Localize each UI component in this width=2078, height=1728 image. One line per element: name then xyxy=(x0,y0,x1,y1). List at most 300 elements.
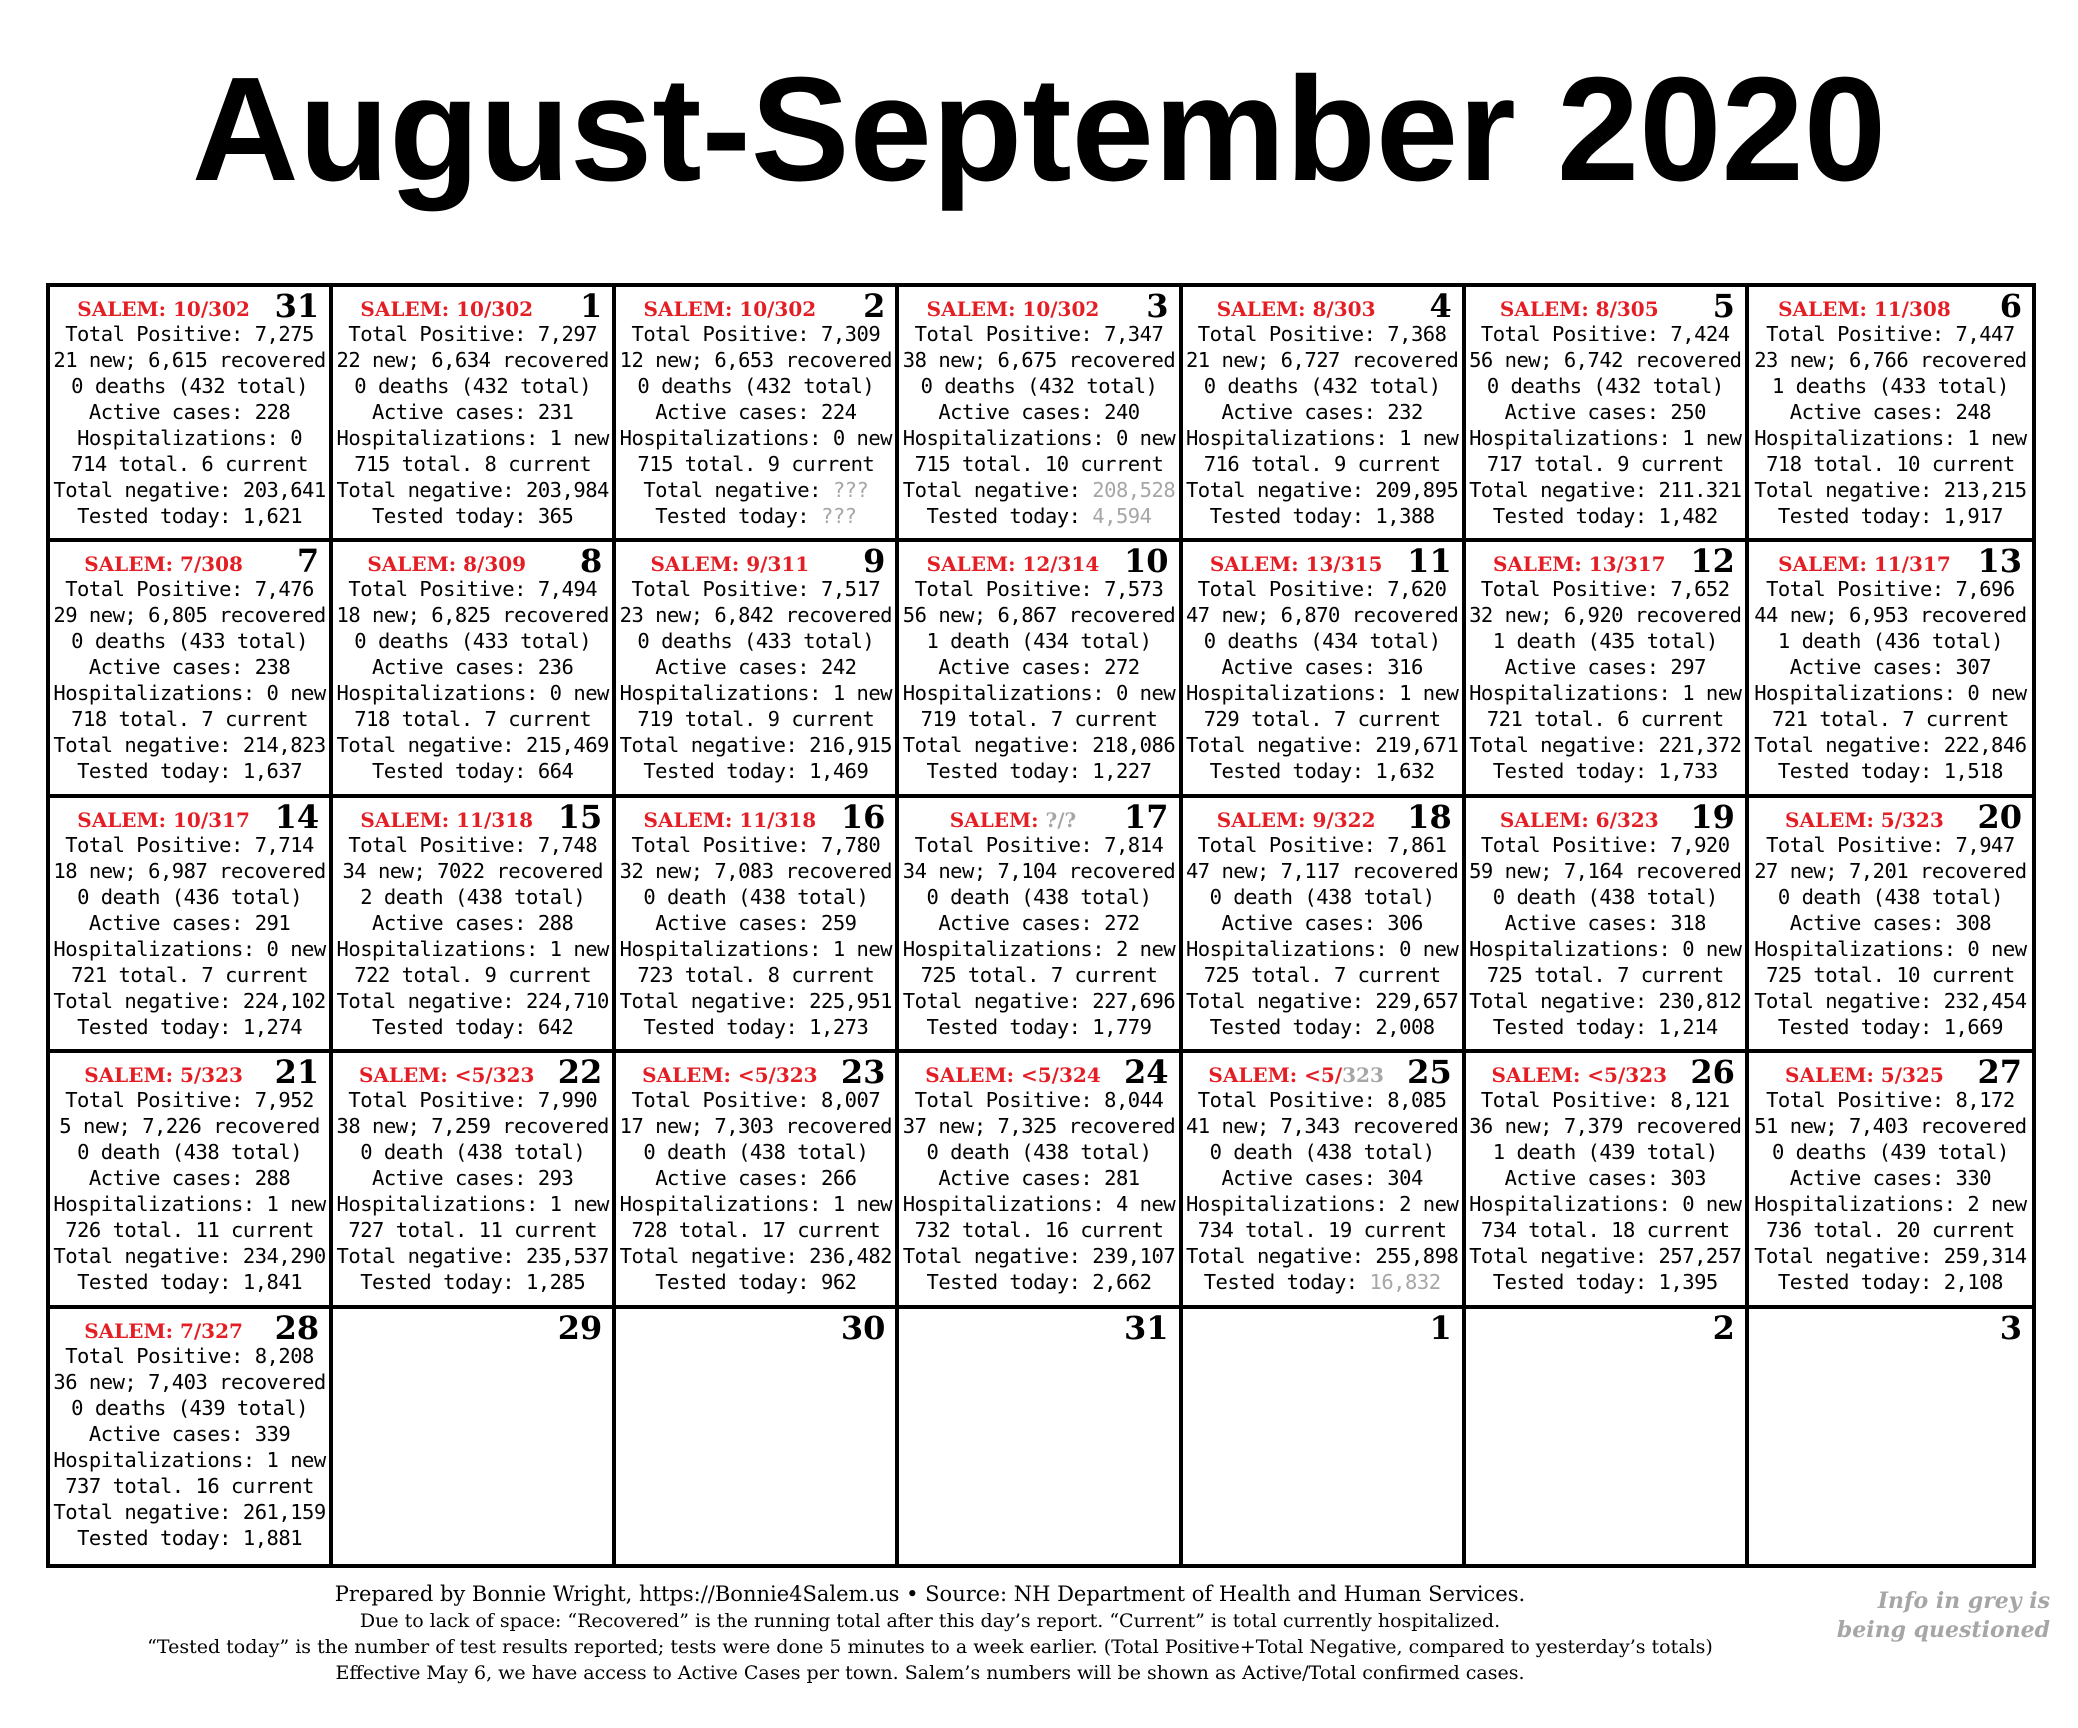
stat-line xyxy=(1183,1113,1462,1139)
stat-line xyxy=(1466,1191,1745,1217)
stat-text: Total negative: 215,469 xyxy=(336,733,609,758)
day-cell xyxy=(1466,798,1749,1053)
stat-text: Hospitalizations: 1 new xyxy=(1754,426,2027,450)
day-header xyxy=(899,798,1178,834)
stat-line xyxy=(1183,477,1462,503)
stat-line xyxy=(899,936,1178,962)
stat-text: Active cases: 242 xyxy=(655,655,857,680)
stat-text: 0 deaths (432 total) xyxy=(1486,374,1724,398)
stat-text: 36 new; 7,403 recovered xyxy=(53,1369,326,1394)
salem-count xyxy=(1183,808,1410,832)
stat-line xyxy=(1183,1087,1462,1113)
day-stats xyxy=(50,576,329,784)
stat-text: Hospitalizations: 4 new xyxy=(902,1192,1176,1217)
stat-text: Total negative: 219,671 xyxy=(1185,733,1459,758)
stat-line xyxy=(1183,758,1462,784)
stat-text: Total Positive: 8,044 xyxy=(914,1088,1164,1113)
stat-line xyxy=(333,1014,612,1040)
stat-text: Tested today: 1,779 xyxy=(926,1014,1152,1039)
stat-line xyxy=(1466,858,1745,884)
stat-text: 29 new; 6,805 recovered xyxy=(53,603,326,628)
stat-line xyxy=(1749,602,2032,628)
stat-text: 734 total. 19 current xyxy=(1197,1218,1447,1243)
stat-text: Tested today: 1,214 xyxy=(1492,1014,1718,1039)
day-number: 28 xyxy=(274,1308,320,1347)
stat-text: Total negative: xyxy=(643,478,833,502)
stat-line xyxy=(899,1191,1178,1217)
stat-text: Total Positive: 7,309 xyxy=(631,322,881,346)
stat-line xyxy=(1749,1243,2032,1269)
stat-text: Active cases: 272 xyxy=(938,910,1140,935)
stat-text: Active cases: 288 xyxy=(372,910,574,935)
day-stats xyxy=(1466,576,1745,784)
day-header xyxy=(1183,287,1462,323)
salem-text: SALEM: xyxy=(949,807,1046,832)
stat-line xyxy=(616,628,895,654)
stat-text: 721 total. 6 current xyxy=(1486,707,1724,732)
stat-text: Total negative: 225,951 xyxy=(619,988,893,1013)
stat-line xyxy=(1183,628,1462,654)
stat-line xyxy=(1749,451,2032,477)
stat-line xyxy=(899,858,1178,884)
stat-line xyxy=(50,576,329,602)
stat-line xyxy=(899,347,1178,373)
stat-line xyxy=(1466,1269,1745,1295)
stat-text: 1 death (439 total) xyxy=(1492,1140,1718,1165)
day-cell xyxy=(1183,1053,1466,1308)
stat-line xyxy=(333,503,612,529)
stat-text: Active cases: 248 xyxy=(1789,400,1992,424)
salem-count xyxy=(899,1063,1126,1087)
stat-line xyxy=(50,732,329,758)
stat-line xyxy=(333,373,612,399)
day-stats xyxy=(1466,832,1745,1040)
salem-count xyxy=(899,552,1126,576)
stat-line xyxy=(1183,988,1462,1014)
stat-line xyxy=(1466,373,1745,399)
grey-info-legend xyxy=(1790,1587,2050,1645)
day-stats xyxy=(50,1343,329,1551)
salem-text: SALEM: 10/302 xyxy=(77,297,250,321)
stat-text: Hospitalizations: 0 new xyxy=(1185,936,1459,961)
day-cell xyxy=(1466,287,1749,542)
day-number: 22 xyxy=(557,1053,603,1092)
stat-line xyxy=(1749,758,2032,784)
stat-text: Hospitalizations: 0 new xyxy=(902,426,1176,450)
stat-text: 734 total. 18 current xyxy=(1480,1218,1730,1243)
day-stats xyxy=(333,832,612,1040)
stat-text: Active cases: 303 xyxy=(1504,1166,1706,1191)
stat-line xyxy=(899,1014,1178,1040)
stat-line xyxy=(333,680,612,706)
stat-text: Hospitalizations: 0 new xyxy=(1469,936,1742,961)
stat-line xyxy=(1183,1243,1462,1269)
day-header xyxy=(50,542,329,581)
day-cell xyxy=(333,1309,616,1564)
day-cell xyxy=(616,287,899,542)
stat-text: Hospitalizations: 1 new xyxy=(336,426,609,450)
day-stats xyxy=(1749,321,2032,529)
stat-text: Total negative: 236,482 xyxy=(619,1244,893,1269)
day-number: 3 xyxy=(1999,1308,2022,1347)
stat-line xyxy=(1749,1014,2032,1040)
day-number: 29 xyxy=(557,1308,603,1347)
day-header xyxy=(616,1053,895,1092)
stat-text: 32 new; 6,920 recovered xyxy=(1469,603,1742,628)
stat-line xyxy=(50,1473,329,1499)
salem-text: SALEM: 13/315 xyxy=(1209,552,1383,577)
day-stats xyxy=(899,1087,1178,1295)
salem-text: SALEM: 8/303 xyxy=(1216,297,1376,321)
questioned-value: ??? xyxy=(832,478,869,502)
stat-line xyxy=(616,425,895,451)
salem-count xyxy=(1466,552,1693,576)
stat-text: Tested today: 1,469 xyxy=(643,759,869,784)
stat-line xyxy=(899,1139,1178,1165)
stat-line xyxy=(1466,1139,1745,1165)
day-cell xyxy=(1183,287,1466,542)
stat-text: Active cases: 281 xyxy=(938,1166,1140,1191)
stat-text: Total negative: 216,915 xyxy=(619,733,893,758)
day-header xyxy=(616,798,895,834)
salem-text: SALEM: 10/302 xyxy=(643,297,817,321)
stat-text: Total negative: 222,846 xyxy=(1754,733,2027,758)
day-stats xyxy=(616,321,895,529)
stat-line xyxy=(50,1269,329,1295)
stat-line xyxy=(899,1217,1178,1243)
stat-line xyxy=(333,1113,612,1139)
day-number: 1 xyxy=(580,287,603,325)
stat-line xyxy=(1466,758,1745,784)
day-number: 30 xyxy=(840,1308,886,1347)
stat-text: Tested today: 1,227 xyxy=(926,759,1152,784)
salem-count xyxy=(50,297,277,321)
stat-text: Tested today: 1,637 xyxy=(77,759,303,784)
day-stats xyxy=(899,576,1178,784)
salem-text: SALEM: 12/314 xyxy=(926,552,1100,577)
stat-text: 47 new; 7,117 recovered xyxy=(1185,858,1459,883)
day-header xyxy=(1183,542,1462,581)
stat-line xyxy=(50,503,329,529)
footer-notes xyxy=(40,1580,1820,1686)
stat-text: Tested today: xyxy=(1203,1270,1370,1295)
stat-text: 27 new; 7,201 recovered xyxy=(1754,858,2027,883)
stat-line xyxy=(1466,1243,1745,1269)
stat-line xyxy=(1183,399,1462,425)
salem-count xyxy=(899,808,1126,832)
day-header xyxy=(50,1053,329,1092)
day-number: 14 xyxy=(274,797,320,836)
salem-count xyxy=(50,1063,277,1087)
salem-count xyxy=(333,297,560,321)
day-cell xyxy=(899,1053,1182,1308)
stat-line xyxy=(1749,732,2032,758)
salem-count xyxy=(1183,552,1410,576)
day-stats xyxy=(1749,576,2032,784)
stat-line xyxy=(50,1217,329,1243)
day-header xyxy=(616,1309,895,1345)
stat-text: Total Positive: 7,814 xyxy=(914,832,1164,857)
stat-text: Active cases: 316 xyxy=(1221,655,1423,680)
stat-text: Total Positive: 8,007 xyxy=(631,1088,881,1113)
day-cell xyxy=(1749,1309,2032,1564)
salem-count xyxy=(616,552,843,576)
day-number: 9 xyxy=(863,542,886,581)
stat-text: 0 deaths (432 total) xyxy=(637,374,875,398)
stat-line xyxy=(50,1139,329,1165)
stat-text: Tested today: 1,733 xyxy=(1492,759,1718,784)
day-number: 8 xyxy=(580,542,603,581)
stat-line xyxy=(1183,680,1462,706)
day-header xyxy=(50,287,329,323)
stat-line xyxy=(899,732,1178,758)
stat-text: 715 total. 8 current xyxy=(354,452,592,476)
day-stats xyxy=(50,321,329,529)
questioned-value: ??? xyxy=(820,504,857,528)
stat-line xyxy=(1183,503,1462,529)
stat-text: Tested today: 1,621 xyxy=(77,504,303,528)
stat-line xyxy=(899,503,1178,529)
stat-line xyxy=(616,576,895,602)
stat-text: Total negative: 211.321 xyxy=(1469,478,1742,502)
stat-line xyxy=(1749,1165,2032,1191)
stat-text: 36 new; 7,379 recovered xyxy=(1469,1114,1742,1139)
stat-line xyxy=(50,451,329,477)
stat-text: Hospitalizations: 1 new xyxy=(1185,681,1459,706)
stat-text: 0 death (438 total) xyxy=(643,1140,869,1165)
stat-text: 725 total. 7 current xyxy=(1486,962,1724,987)
grey-info-legend-line: being questioned xyxy=(1836,1617,2050,1643)
stat-text: 1 death (435 total) xyxy=(1492,629,1718,654)
stat-text: 47 new; 6,870 recovered xyxy=(1185,603,1459,628)
day-header xyxy=(1183,1309,1462,1345)
stat-line xyxy=(616,732,895,758)
stat-text: Active cases: 318 xyxy=(1504,910,1706,935)
day-number: 21 xyxy=(274,1053,320,1092)
salem-text: SALEM: 8/305 xyxy=(1499,297,1659,321)
stat-line xyxy=(1183,910,1462,936)
stat-line xyxy=(899,988,1178,1014)
stat-line xyxy=(50,1113,329,1139)
stat-line xyxy=(616,758,895,784)
salem-count xyxy=(616,297,843,321)
stat-text: Hospitalizations: 1 new xyxy=(53,1192,326,1217)
stat-text: 725 total. 10 current xyxy=(1766,962,2015,987)
stat-line xyxy=(616,706,895,732)
salem-count xyxy=(616,1063,843,1087)
stat-text: 719 total. 7 current xyxy=(920,707,1158,732)
stat-line xyxy=(899,1113,1178,1139)
stat-line xyxy=(1183,732,1462,758)
stat-line xyxy=(1749,628,2032,654)
salem-count xyxy=(333,552,560,576)
stat-text: 0 death (438 total) xyxy=(77,1140,303,1165)
stat-text: 22 new; 6,634 recovered xyxy=(336,348,609,372)
stat-line xyxy=(1749,680,2032,706)
stat-text: Tested today: 1,518 xyxy=(1777,759,2003,784)
stat-text: 718 total. 7 current xyxy=(354,707,592,732)
stat-text: 1 deaths (433 total) xyxy=(1771,374,2009,398)
stat-line xyxy=(333,1191,612,1217)
stat-line xyxy=(50,1243,329,1269)
stat-text: Total negative: 235,537 xyxy=(336,1244,609,1269)
day-cell xyxy=(50,542,333,797)
stat-text: Total Positive: 7,952 xyxy=(65,1088,314,1113)
stat-line xyxy=(1183,451,1462,477)
stat-text: 51 new; 7,403 recovered xyxy=(1754,1114,2027,1139)
day-header xyxy=(1183,798,1462,834)
stat-text: Tested today: 1,881 xyxy=(77,1525,303,1550)
stat-text: 0 deaths (439 total) xyxy=(1771,1140,2009,1165)
day-cell xyxy=(50,1053,333,1308)
stat-text: Hospitalizations: 1 new xyxy=(1469,426,1742,450)
stat-line xyxy=(616,1243,895,1269)
stat-line xyxy=(1466,1217,1745,1243)
day-cell xyxy=(333,798,616,1053)
stat-line xyxy=(899,654,1178,680)
day-cell xyxy=(50,287,333,542)
stat-line xyxy=(616,1014,895,1040)
salem-count xyxy=(50,1319,277,1343)
stat-line xyxy=(1749,576,2032,602)
stat-line xyxy=(50,936,329,962)
day-header xyxy=(899,1309,1178,1345)
salem-count xyxy=(1749,552,1980,576)
stat-text: 0 deaths (432 total) xyxy=(354,374,592,398)
stat-line xyxy=(1183,576,1462,602)
stat-line xyxy=(333,321,612,347)
stat-text: Hospitalizations: 0 new xyxy=(1469,1192,1742,1217)
stat-text: Active cases: 304 xyxy=(1221,1166,1423,1191)
day-stats xyxy=(616,576,895,784)
day-header xyxy=(333,1053,612,1092)
stat-text: Active cases: 293 xyxy=(372,1166,574,1191)
stat-line xyxy=(899,1165,1178,1191)
stat-line xyxy=(616,1165,895,1191)
stat-line xyxy=(899,758,1178,784)
stat-text: Total Positive: 7,447 xyxy=(1766,322,2015,346)
stat-text: Active cases: 228 xyxy=(88,400,291,424)
salem-count xyxy=(1183,1063,1410,1087)
stat-text: Total negative: 229,657 xyxy=(1185,988,1459,1013)
stat-text: 718 total. 10 current xyxy=(1766,452,2015,476)
stat-text: Hospitalizations: 1 new xyxy=(1185,426,1459,450)
day-header xyxy=(1466,542,1745,581)
stat-text: Tested today: 1,274 xyxy=(77,1014,303,1039)
stat-text: Hospitalizations: 1 new xyxy=(53,1447,326,1472)
stat-text: 0 deaths (432 total) xyxy=(71,374,308,398)
salem-text: SALEM: 6/323 xyxy=(1499,807,1659,832)
day-header xyxy=(50,798,329,834)
salem-text: SALEM: 10/302 xyxy=(360,297,534,321)
salem-count xyxy=(1749,808,1980,832)
stat-line xyxy=(1466,602,1745,628)
day-cell xyxy=(899,1309,1182,1564)
stat-text: 721 total. 7 current xyxy=(71,962,308,987)
salem-text: SALEM: <5/323 xyxy=(1491,1063,1668,1088)
stat-line xyxy=(333,576,612,602)
stat-line xyxy=(1749,347,2032,373)
stat-text: 714 total. 6 current xyxy=(71,452,308,476)
stat-text: Total negative: 230,812 xyxy=(1469,988,1742,1013)
stat-text: Total negative: 234,290 xyxy=(53,1244,326,1269)
day-cell xyxy=(1749,287,2032,542)
day-cell xyxy=(899,542,1182,797)
stat-text: Total negative: 261,159 xyxy=(53,1499,326,1524)
stat-line xyxy=(1183,1139,1462,1165)
stat-line xyxy=(1749,373,2032,399)
day-number: 31 xyxy=(274,287,320,325)
stat-line xyxy=(1749,399,2032,425)
stat-line xyxy=(1466,884,1745,910)
stat-text: 32 new; 7,083 recovered xyxy=(619,858,893,883)
stat-line xyxy=(50,1395,329,1421)
stat-line xyxy=(1749,1269,2032,1295)
day-header xyxy=(899,287,1178,323)
stat-line xyxy=(50,628,329,654)
stat-line xyxy=(1183,858,1462,884)
stat-line xyxy=(616,373,895,399)
stat-text: 0 death (438 total) xyxy=(926,884,1152,909)
day-stats xyxy=(616,1087,895,1295)
stat-text: Hospitalizations: 1 new xyxy=(619,681,893,706)
day-header xyxy=(333,542,612,581)
stat-text: 721 total. 7 current xyxy=(1771,707,2009,732)
stat-text: Active cases: 308 xyxy=(1789,910,1992,935)
salem-text: SALEM: 11/318 xyxy=(360,807,534,832)
stat-line xyxy=(1749,503,2032,529)
day-stats xyxy=(1466,1087,1745,1295)
stat-line xyxy=(333,884,612,910)
stat-line xyxy=(616,321,895,347)
salem-count xyxy=(616,808,843,832)
day-stats xyxy=(899,832,1178,1040)
stat-text: 44 new; 6,953 recovered xyxy=(1754,603,2027,628)
stat-line xyxy=(1466,936,1745,962)
stat-text: 5 new; 7,226 recovered xyxy=(59,1114,320,1139)
stat-line xyxy=(50,680,329,706)
stat-text: 41 new; 7,343 recovered xyxy=(1185,1114,1459,1139)
stat-line xyxy=(899,576,1178,602)
salem-count xyxy=(333,808,560,832)
stat-text: Total Positive: 7,494 xyxy=(348,577,598,602)
day-number: 16 xyxy=(840,797,886,836)
day-number: 10 xyxy=(1124,542,1169,581)
stat-line xyxy=(616,1139,895,1165)
salem-count xyxy=(1749,1063,1980,1087)
day-stats xyxy=(1749,832,2032,1040)
stat-text: 716 total. 9 current xyxy=(1203,452,1441,476)
stat-line xyxy=(1183,936,1462,962)
stat-text: Active cases: 288 xyxy=(88,1166,291,1191)
stat-text: Total negative: 239,107 xyxy=(902,1244,1176,1269)
day-header xyxy=(1749,1309,2032,1345)
day-number: 27 xyxy=(1977,1053,2022,1092)
stat-text: Total negative: 224,710 xyxy=(336,988,609,1013)
stat-text: 0 death (438 total) xyxy=(1209,884,1435,909)
stat-line xyxy=(333,451,612,477)
stat-line xyxy=(1749,1139,2032,1165)
day-header xyxy=(1466,1053,1745,1092)
stat-line xyxy=(333,858,612,884)
stat-line xyxy=(333,1243,612,1269)
stat-line xyxy=(616,451,895,477)
stat-text: Total Positive: 7,652 xyxy=(1480,577,1730,602)
day-header xyxy=(333,1309,612,1345)
stat-text: 0 death (438 total) xyxy=(1209,1140,1435,1165)
stat-line xyxy=(333,706,612,732)
day-stats xyxy=(333,576,612,784)
